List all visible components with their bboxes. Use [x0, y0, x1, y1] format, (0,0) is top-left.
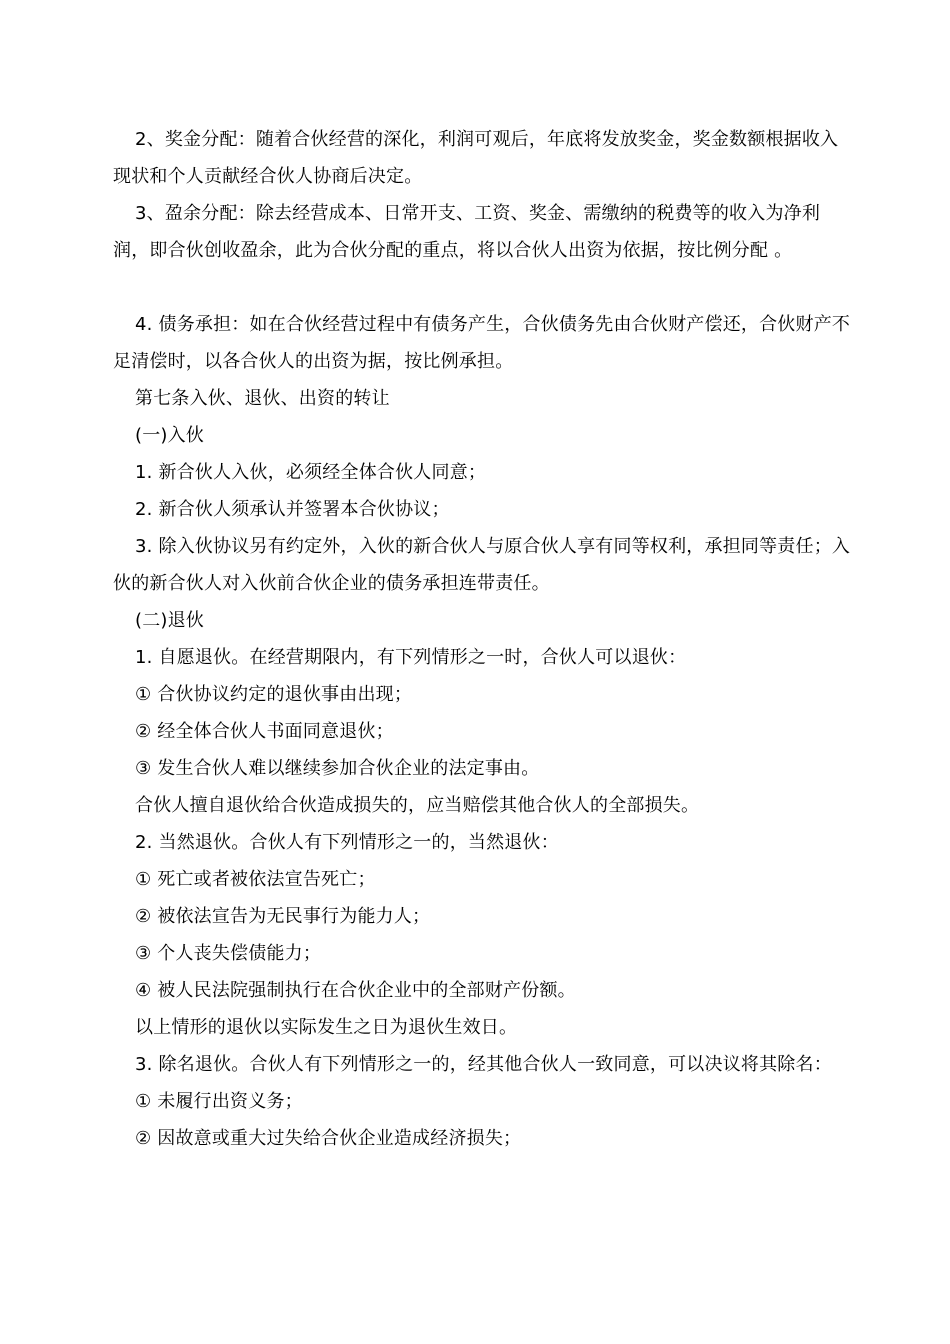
paragraph: 合伙人擅自退伙给合伙造成损失的，应当赔偿其他合伙人的全部损失。 [135, 795, 700, 816]
subsection-heading-withdrawal: (二)退伙 [135, 610, 205, 631]
list-item: ① 未履行出资义务； [135, 1091, 303, 1112]
list-item: ② 因故意或重大过失给合伙企业造成经济损失； [135, 1128, 522, 1149]
document-body [113, 121, 853, 1157]
list-item: 2. 新合伙人须承认并签署本合伙协议； [135, 499, 450, 520]
list-item: 1. 新合伙人入伙，必须经全体合伙人同意； [135, 462, 487, 483]
list-item: ① 合伙协议约定的退伙事由出现； [135, 684, 413, 705]
subsection-heading-admission: (一)入伙 [135, 425, 205, 446]
paragraph-debt-bearing: 4. 债务承担：如在合伙经营过程中有债务产生，合伙债务先由合伙财产偿还，合伙财产不足清偿时，以各合伙人的出资为据，按比例承担。 [113, 314, 851, 372]
paragraph-surplus-distribution: 3、盈余分配：除去经营成本、日常开支、工资、奖金、需缴纳的税费等的收入为净利润，即合伙创收盈余，此为合伙分配的重点，将以合伙人出资为依据，按比例分配 。 [113, 203, 821, 261]
list-item: ② 被依法宣告为无民事行为能力人； [135, 906, 431, 927]
list-item: ③ 发生合伙人难以继续参加合伙企业的法定事由。 [135, 758, 540, 779]
paragraph-bonus-distribution: 2、奖金分配：随着合伙经营的深化，利润可观后，年底将发放奖金，奖金数额根据收入现状和个人贡献经合伙人协商后决定。 [113, 129, 839, 187]
blank-line [113, 269, 853, 306]
list-item: ③ 个人丧失偿债能力； [135, 943, 322, 964]
paragraph: 以上情形的退伙以实际发生之日为退伙生效日。 [135, 1017, 518, 1038]
list-item: 2. 当然退伙。合伙人有下列情形之一的，当然退伙： [135, 832, 559, 853]
list-item: ④ 被人民法院强制执行在合伙企业中的全部财产份额。 [135, 980, 576, 1001]
section-heading-article-7: 第七条入伙、退伙、出资的转让 [135, 388, 390, 409]
list-item: 3. 除入伙协议另有约定外，入伙的新合伙人与原合伙人享有同等权利，承担同等责任；入伙的新合伙人对入伙前合伙企业的债务承担连带责任。 [113, 536, 851, 594]
list-item: ② 经全体合伙人书面同意退伙； [135, 721, 394, 742]
list-item: 1. 自愿退伙。在经营期限内，有下列情形之一时，合伙人可以退伙： [135, 647, 687, 668]
list-item: 3. 除名退伙。合伙人有下列情形之一的，经其他合伙人一致同意，可以决议将其除名： [135, 1054, 832, 1075]
list-item: ① 死亡或者被依法宣告死亡； [135, 869, 376, 890]
